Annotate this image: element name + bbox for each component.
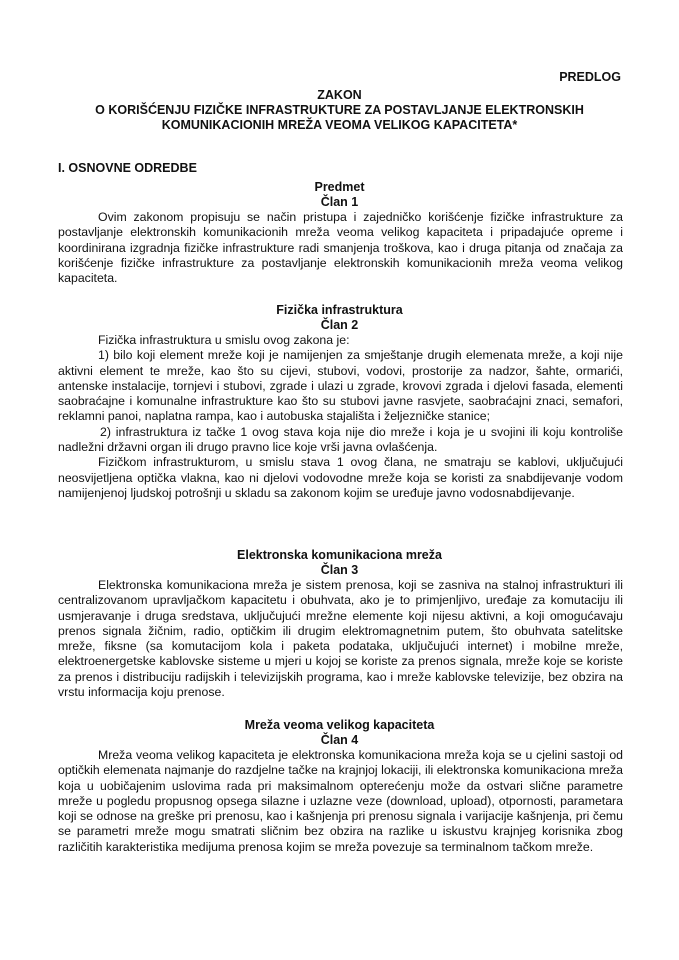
article-3-heading: Elektronska komunikaciona mreža (237, 548, 442, 562)
article-1-number: Član 1 (320, 195, 359, 209)
article-2-heading: Fizička infrastruktura (276, 303, 403, 317)
article-1-heading: Predmet (314, 180, 365, 194)
article-2-paragraph-2: Fizičkom infrastrukturom, u smislu stava 1 ovog člana, ne smatraju se kablovi, uključujući neosvijetljena optička vlakna, kao ni djelovi vodovodne mreže koja se koristi za snabdijevanje vodom namijenjenoj ljudskoj potrošnji u skladu sa zakonom kojim se uređuje javno vodosnabdijevanje. (58, 455, 623, 500)
law-title: ZAKON (317, 88, 362, 102)
article-3-number: Član 3 (320, 563, 359, 577)
law-subtitle-line-1: O KORIŠĆENJU FIZIČKE INFRASTRUKTURE ZA POSTAVLJANJE ELEKTRONSKIH (95, 103, 584, 117)
article-1-text (58, 210, 623, 286)
chapter-heading: I. OSNOVNE ODREDBE (58, 161, 197, 175)
article-1-paragraph: Ovim zakonom propisuju se način pristupa i zajedničko korišćenje fizičke infrastrukture za postavljanje elektronskih komunikacionih mreža veoma velikog kapaciteta i pripadajuće opreme i koordinirana izgradnja fizičke infrastrukture radi smanjenja troškova, kao i druga pitanja od značaja za korišćenje fizičke infrastrukture za postavljanje elektronskih komunikacionih mreža veoma velikog kapaciteta. (58, 210, 623, 286)
article-4-number: Član 4 (320, 733, 359, 747)
article-3-paragraph: Elektronska komunikaciona mreža je sistem prenosa, koji se zasniva na stalnoj infrastrukturi ili centralizovanom upravljačkom kapacitetu i obuhvata, ako je to primjenljivo, uređaje za komutaciju ili usmjeravanje i druga sredstava, uključujući mrežne elemente koji nijesu aktivni, a koji omogućavaju prenos signala žičnim, radio, optičkim ili drugim elektromagnetnim putem, što obuhvata satelitske mreže, fiksne (sa komutacijom kola i paketa podataka, uključujući internet) i mobilne mreže, elektroenergetske kablovske sisteme u mjeri u kojoj se koriste za prenos signala, mreže koje se koriste za prenos i distribuciju radijskih i televizijskih programa, kao i mreže kablovske televizije, bez obzira na vrstu informacija koju prenose. (58, 578, 623, 700)
article-2-text (58, 333, 623, 501)
article-2-item-1: 1) bilo koji element mreže koji je namijenjen za smještanje drugih elemenata mreže, a koji nije aktivni element te mreže, kao što su cijevi, stubovi, vodovi, prostorije za nadzor, šahte, ormarići, antenske instalacije, tornjevi i stubovi, zgrade i ulazi u zgrade, krovovi zgrada i djelovi fasada, elementi saobraćajne i komunalne infrastrukture kao što su stubovi javne rasvjete, saobraćajni znaci, semafori, reklamni panoi, naplatna rampa, kao i autobuska stajališta i željezničke stanice; (58, 348, 623, 424)
article-4-text (58, 748, 623, 855)
article-3-text (58, 578, 623, 700)
draft-label: PREDLOG (559, 70, 621, 84)
article-2-intro: Fizička infrastruktura u smislu ovog zakona je: (98, 333, 350, 347)
article-2-number: Član 2 (320, 318, 359, 332)
article-2-item-2: 2) infrastruktura iz tačke 1 ovog stava koja nije dio mreže i koja je u svojini ili koju kontroliše nadležni državni organ ili drugo pravno lice koje vrši javna ovlašćenja. (58, 424, 623, 455)
article-4-heading: Mreža veoma velikog kapaciteta (244, 718, 435, 732)
law-subtitle-line-2: KOMUNIKACIONIH MREŽA VEOMA VELIKOG KAPACITETA* (161, 118, 518, 132)
article-4-paragraph: Mreža veoma velikog kapaciteta je elektronska komunikaciona mreža koja se u cjelini sastoji od optičkih elemenata najmanje do razdjelne tačke na krajnjoj lokaciji, ili elektronska komunikaciona mreža koja u uobičajenim uslovima rada pri maksimalnom opterećenju može da ostvari slične parametre mreže u pogledu propusnog opsega silazne i uzlazne veze (download, upload), otpornosti, parametara koji se odnose na greške pri prenosu, kao i kašnjenja pri prenosu signala i varijacije kašnjenja, pri čemu se parametri mreže mogu smatrati sličnim bez obzira na razlike u iskustvu krajnjeg korisnika zbog različitih karakteristika medijuma prenosa kojim se mreža povezuje sa terminalnom tačkom mreže. (58, 748, 623, 854)
